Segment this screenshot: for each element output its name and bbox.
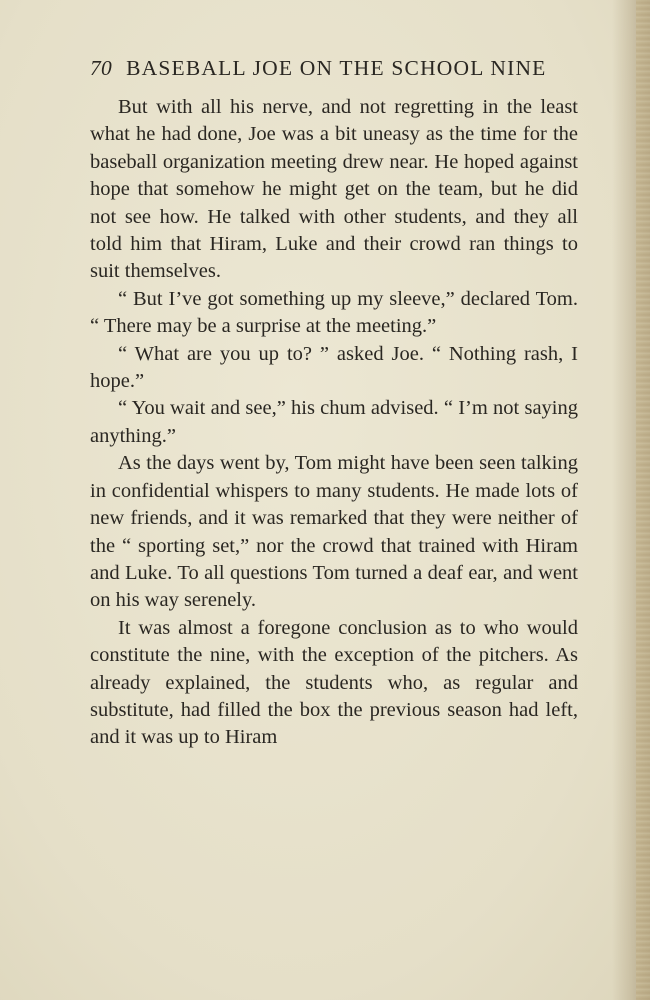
paragraph: “ You wait and see,” his chum advised. “ I’m not saying anything.” (90, 397, 578, 447)
page-number: 70 (90, 56, 113, 80)
paragraph: “ But I’ve got something up my sleeve,” declared Tom. “ There may be a surprise at the meeting.” (90, 287, 578, 338)
running-header (90, 56, 570, 82)
paragraph: But with all his nerve, and not regretting in the least what he had done, Joe was a bit uneasy as the time for the baseball organization meeting drew near. He hoped against hope that somehow he might get on the team, but he did not see how. He talked with other students, and they all told him that Hiram, Luke and their crowd ran things to suit themselves. (90, 96, 578, 283)
running-title: BASEBALL JOE ON THE SCHOOL NINE (126, 56, 547, 80)
body-text (90, 94, 578, 752)
page-edge (636, 0, 650, 1000)
paragraph: As the days went by, Tom might have been seen talking in confidential whispers to many students. He made lots of new friends, and it was remarked that they were neither of the “ sporting set,” nor the crowd that trained with Hiram and Luke. To all questions Tom turned a deaf ear, and went on his way serenely. (90, 452, 578, 612)
paragraph: It was almost a foregone conclusion as to who would constitute the nine, with the exception of the pitchers. As already explained, the students who, as regular and substitute, had filled the box the previous season had left, and it was up to Hiram (90, 616, 578, 749)
paragraph: “ What are you up to? ” asked Joe. “ Nothing rash, I hope.” (90, 342, 578, 393)
